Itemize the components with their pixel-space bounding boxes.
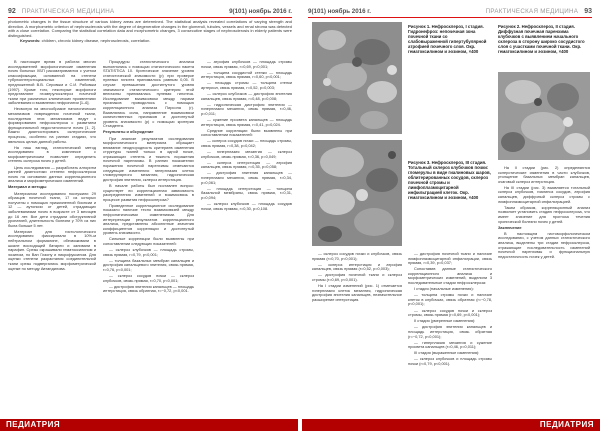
figure-3-micrograph <box>312 140 402 246</box>
text-column-2 <box>103 60 194 415</box>
paragraph: В настоящее время в работах многих исследователей морфологические изменения почек больных ХБП рассматриваются с учетом классификации, основанной на степени тубулоинтерстициальных изменений, предложенной В.В. Серовым и С.И. Рябовым (1997). Кроме того, некоторые морфологи представляют гломерулосклероз почечной ткани при различных клинических проявлениях заболевания и выявлении нефропатии [1–6]. <box>8 60 96 106</box>
paragraph: — дистрофия эпителия канальцев — площадь интерстиция, связь обратная, r=−0,72, p<0,001. <box>103 283 194 294</box>
paragraph: При анализе результатов исследования морфологического материала обращает внимание неоднородность критериев изменения структуры тканей только в одной почке, отражающих степень и тяжесть поражения почечной паренхимы. В ранних показателях поражения почечной паренхимы отмечаются следующие изменения: гиперплазия клеток гломерулярного мезангия, гидропическая дистрофия эпителия, склероз интерстиция. <box>103 135 194 182</box>
paragraph: В настоящем гистоморфологическом исследовании, с учетом данных статистического анализа, выделены три стадии нефросклероза, отражающие последовательность изменений почечной паренхимы и функциональную недостаточность почек у детей. <box>498 230 590 259</box>
paragraph: — склероз клубочков — площадь стромы, связь прямая, r=0,79, p<0,001; <box>103 247 194 257</box>
paragraph: — гиперплазия мезангия — склероз клубочков, связь прямая, r=0,36, p=0,049; <box>201 149 292 159</box>
right-text-column-a <box>408 252 492 415</box>
figure-3-graphic <box>312 140 402 246</box>
right-page-header <box>308 5 592 17</box>
right-text-column-left <box>312 252 402 415</box>
section-title: ПРАКТИЧЕСКАЯ МЕДИЦИНА <box>485 7 579 15</box>
paragraph: — склероз интерстиция и атрофия канальцев, связь прямая (r=0,52, p=0,003); <box>312 261 402 272</box>
paragraph: Цель исследования — разработать алгоритм ранней диагностики степени нефросклероза почек на основании данных корреляционного анализа и морфометрических изменений. <box>8 164 96 184</box>
paragraph: В начале работы был поставлен вопрос: существует ли корреляционная зависимость распределения изменений и взаимосвязь в процессе развития нефросклероза? <box>103 182 194 202</box>
issue-label: 9(101) ноябрь 2016 г. <box>308 7 371 15</box>
abstract <box>8 20 292 58</box>
paragraph: II стадия (умеренные изменения): <box>414 318 476 324</box>
section-title: ПРАКТИЧЕСКАЯ МЕДИЦИНА <box>21 7 115 15</box>
paragraph: — склероз клубочков — площадь сосудов почки, связь прямая, r=0,30, p=0,108. <box>201 201 292 211</box>
header-rule <box>8 17 292 18</box>
paragraph: — склероз сосудов почки — склероз клубочков, связь прямая, r=0,70, p<0,001; <box>103 273 194 283</box>
paragraph: — склероз сосудов почки и клубочков, связь прямая (r=0,70, p<0,001); <box>312 252 402 261</box>
keywords: children, chronic kidney disease, nephrosclerosis, correlation. <box>41 37 151 43</box>
paragraph: На II стадии (рис. 2) определяются склеротические изменения в части клубочков, утолщение базальных мембран канальцев, очаговый склероз интерстиция. <box>498 166 590 184</box>
paragraph: — толщина стромы почки и наличие клеток в клубочках, связь обратная (r=−0,78, p<0,001); <box>408 292 492 307</box>
section-heading: Результаты и обсуждение <box>103 129 154 135</box>
paragraph: I стадия (начальные изменения): <box>414 286 474 292</box>
paragraph: — гидропическая дистрофия эпителия — гиперплазия мезангия, связь прямая, r=0,46, p=0,011; <box>201 101 292 116</box>
figure-2-graphic <box>498 72 590 160</box>
paragraph: III стадия (выраженные изменения): <box>414 350 480 356</box>
left-footer-bar <box>0 419 298 431</box>
figure-1-micrograph <box>312 22 402 134</box>
paragraph: Сильные корреляции были выявлены при сопоставлении следующих показателей: <box>103 236 194 247</box>
text-column-3 <box>201 60 292 415</box>
paragraph: Материалом исследования послужили 29 образцов почечной ткани, 17 из которых получены с помощью прижизненной биопсии и 12 — аутопсии от детей, страдающих заболеваниями почек в возрасте от 3 месяцев до 16 лет. Все дети страдали обструктивной уропатией, длительность болезни у 70% из них была больше 5 лет. <box>8 190 96 228</box>
paragraph: — толщина сосудистой стенки — площадь интерстиция, связь прямая, r=0,60, p<0,001; <box>201 69 292 80</box>
footer-label: ПЕДИАТРИЯ <box>539 420 594 429</box>
paragraph: — атрофия клубочков — площадь стромы почки, связь прямая, r=0,69, p<0,001; <box>201 60 292 69</box>
section-heading: Заключение <box>498 224 522 230</box>
paragraph: — гиперплазия мезангия и сужение просвета канальцев (r=0,46, p=0,011); <box>408 339 492 350</box>
paragraph: Проведенное корреляционное исследование показало наличие тесно взаимосвязей между нефропатическими изменениями. Для интерпретации результатов корреляционного анализа, представлены абсолютные значения коэффициентов корреляции и достигнутый уровень значимости. <box>103 202 194 236</box>
paragraph: — склероз сосудов почки и склероз стромы, связь прямая (r=0,69, p<0,001); <box>408 307 492 318</box>
paragraph: — склероз интерстиция — атрофия канальцев, связь прямая, r=0,35, p=0,058; <box>201 159 292 170</box>
figure-2-caption: Рисунок 2. Нефросклероз, II стадия. Диффузная почечная паренхима клубочков с выявлением начального склероза в сторону широко сосудистого слоя с участками почечной ткани. Окр. гематоксилином и эозином, ×400 <box>498 24 585 54</box>
paragraph: — дистрофия эпителия канальцев — гиперплазия мезангия, связь прямая, r=0,34, p=0,061; <box>201 170 292 185</box>
paragraph: Сопоставив данные статистического корреляционного анализа и морфометрических изменений, выделили 3 последовательные стадии нефросклероза: <box>408 266 492 286</box>
paragraph: Средние корреляции были выявлены при сопоставлении показателей: <box>201 127 292 138</box>
paragraph: — площадь интерстиция — толщина базальной мембраны, связь прямая, r=0,31, p=0,094; <box>201 185 292 200</box>
right-text-column-b <box>498 166 590 415</box>
paragraph: — дистрофия почечной ткани и склероз стромы (r=0,69, p<0,001). <box>312 272 402 282</box>
paragraph: На наш взгляд, статистический метод исследования в комплексе с морфометрическим позволяет определить степень склероза почек у детей. <box>8 144 96 164</box>
figure-2-micrograph <box>498 72 590 160</box>
section-heading: Материал и методы <box>8 184 47 190</box>
figure-1-graphic <box>312 22 402 134</box>
right-page <box>300 0 600 431</box>
paragraph: На III стадии (рис. 3) выявляется тотальный склероз клубочков, гиалиноз сосудов, атрофия канальцев, диффузный склероз стромы с лимфоплазмоцитарной инфильтрацией. <box>498 184 590 204</box>
issue-label: 9(101) ноябрь 2016 г. <box>229 7 292 15</box>
abstract-text: photometric changes in the tissue structure of various kidney areas are determined. The statistical analysis revealed correlations of varying strength and direction. A morphometric criterion of nephrosclerosis with the degree of degenerative changes in the glomeruli, tubules, vessels and renal stroma was detected with a close correlation. Comparing the statistical correlation data and morphometric changes, 3 consecutive stages of nephrosclerosis in elderly patients were distinguished. <box>8 20 292 39</box>
paragraph: — толщина базальных мембран канальцев и дистрофия канальцевого эпителия, связь прямая, r=0,76, p<0,001; <box>103 257 194 273</box>
figure-1-caption: Рисунок 1. Нефросклероз, I стадия. Гидронефроз: непочечная зона почечной ткани со слабовыраженной гипертубулярной атрофией почечного слоя. Окр. гематоксилином и эозином, ×400 <box>408 24 487 54</box>
paragraph: — склероз клубочков и площадь стромы почки (r=0,79, p<0,001). <box>408 356 492 366</box>
paragraph: — сужение просвета канальцев — площадь интерстиция, связь прямая, r=0,41, p=0,024. <box>201 117 292 127</box>
page-number: 92 <box>8 7 16 15</box>
text-column-1 <box>8 60 96 415</box>
paragraph: Материал для гистологического исследования фиксировали в 10%-м нейтральном формалине, обезвоживали в шкале восходящей батареи и заливали в парафин. Срезы окрашивали гематоксилином и эозином, по Ван Гизону и пикрофуксином. Для оценки степени разрастания соединительной ткани срезы подвергались морфометрической оценке по методу Автандилова. <box>8 228 96 271</box>
page-number: 93 <box>584 7 592 15</box>
paragraph: — дистрофия эпителия канальцев и площадь интерстиция, связь обратная (r=−0,72, p<0,001); <box>408 324 492 339</box>
paragraph: — склероз клубочков — дистрофия эпителия канальцев, связь прямая, r=0,48, p=0,008; <box>201 91 292 101</box>
paragraph: — площадь стромы — толщина стенки артериол, связь прямая, r=0,52, p=0,003; <box>201 80 292 90</box>
paragraph: — дистрофия почечной ткани и наличие лимфоплазмоцитарной инфильтрации, связь прямая, r=0,39, p=0,037; <box>408 252 492 266</box>
left-page-header <box>8 5 292 17</box>
paragraph: На I стадии изменений (рис. 1) отмечается гиперплазия клеток мезангия, гидропическая дистрофия эпителия канальцев, незначительное расширение интерстиция. <box>312 283 402 302</box>
figure-3-caption: Рисунок 3. Нефросклероз, III стадия. Тотальный склероз клубочков почки: гломерулы в виде гиалиновых шаров, облитерированных сосудов, склероз почечной стромы и лимфоплазмоцитарной инфильтрацией клеток. Окр. гематоксилином и эозином, ×400 <box>408 160 491 200</box>
paragraph: Таким образом, корреляционный анализ позволяет установить стадию нефросклероза, что имеет значение для прогноза течения хронической болезни почек у детей. <box>498 204 590 224</box>
footer-label: ПЕДИАТРИЯ <box>6 420 61 429</box>
header-rule <box>308 17 592 18</box>
right-footer-bar <box>302 419 600 431</box>
paragraph: Несмотря на многообразие патологических механизмов повреждения почечной ткани, последствия этих механизмов ведут к формированию нефросклероза с развитием функциональной недостаточности почек [1, 2]. Важно диагностировать склеротические процессы, особенно на ранних стадиях, что являлось целью данной работы. <box>8 106 96 144</box>
keywords-label: Keywords: <box>20 37 41 43</box>
paragraph: — склероз сосудов почки — площадь стромы, связь прямая, r=0,38, p=0,042; <box>201 138 292 148</box>
paragraph: Процедуры статистического анализа выполнялись с помощью статистического пакета STATISTICA 10. Критическое значение уровня статистической значимости (р) при проверке нулевых гипотез принималось равным 0,05. В случае превышения достигнутого уровня значимости статистического критерия этой величины принималась нулевая гипотеза. Исследование взаимосвязи между парами признаков проводилось с помощью корреляционного анализа Пирсона (r). Выявлялись сила, направление взаимосвязи количественных признаков и достигнутый уровень значимости (p) с помощью критерия Стьюдента. <box>103 60 194 129</box>
